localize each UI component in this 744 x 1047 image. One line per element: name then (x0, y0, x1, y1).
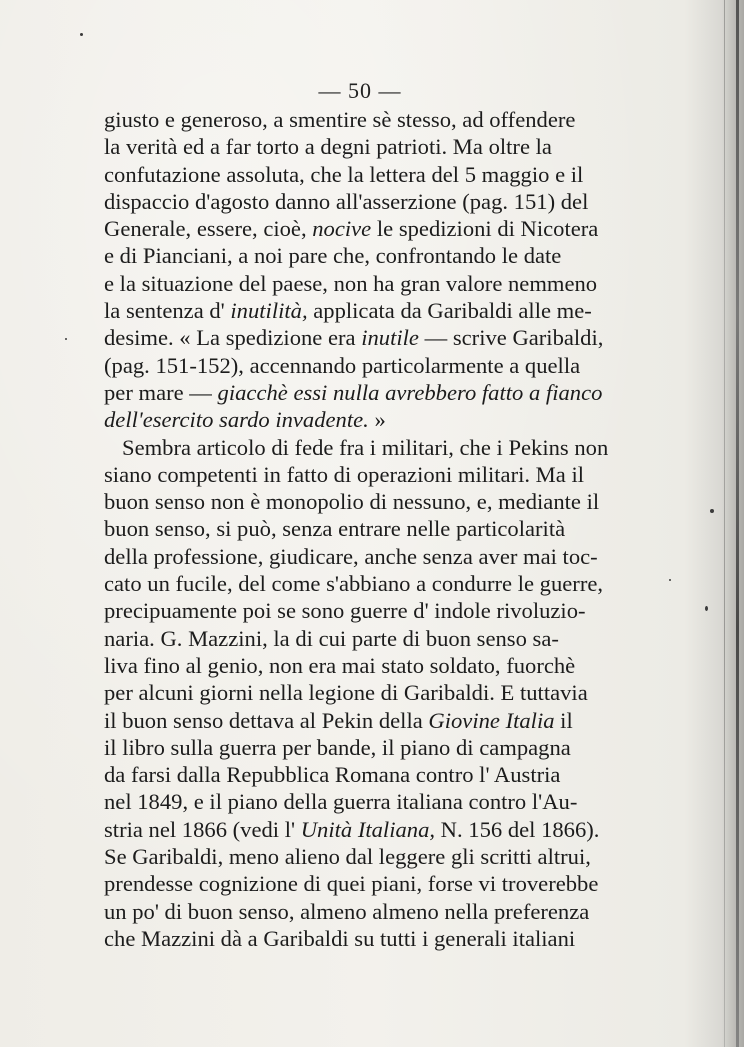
italic-text: inutilità, (230, 298, 308, 324)
text-line (104, 788, 628, 815)
text-line (104, 379, 628, 406)
text-run: della professione, giudicare, anche senza aver mai toc- (104, 543, 598, 569)
text-line (104, 488, 628, 515)
text-run: Sembra articolo di fede fra i militari, che i Pekins non (122, 434, 609, 460)
text-run: » (368, 407, 386, 433)
text-line (104, 270, 628, 297)
text-line (104, 406, 628, 433)
text-run: precipuamente poi se sono guerre d' indole rivoluzio- (104, 598, 586, 624)
text-run: il buon senso dettava al Pekin della (104, 707, 429, 733)
text-run: cato un fucile, del come s'abbiano a condurre le guerre, (104, 571, 604, 597)
text-line (104, 707, 628, 734)
text-run: nel 1849, e il piano della guerra italiana contro l'Au- (104, 789, 578, 815)
text-line (104, 816, 628, 843)
text-line (104, 324, 628, 351)
text-run: le spedizioni di Nicotera (371, 216, 599, 242)
text-run: Generale, essere, cioè, (104, 216, 313, 242)
text-line (104, 461, 628, 488)
text-run: per mare — (104, 379, 218, 405)
text-line (104, 597, 628, 624)
text-line (104, 925, 628, 952)
text-line (104, 297, 628, 324)
text-line (104, 515, 628, 542)
text-line (104, 870, 628, 897)
text-run: la sentenza d' (104, 298, 231, 324)
text-run: (pag. 151-152), accennando particolarmente a quella (104, 352, 581, 378)
text-run: dispaccio d'agosto danno all'asserzione (pag. 151) del (104, 188, 589, 214)
text-run: e la situazione del paese, non ha gran valore nemmeno (104, 270, 598, 296)
page-edge-shadow (724, 0, 725, 1047)
text-run: stria nel 1866 (vedi l' (104, 816, 301, 842)
text-run: il libro sulla guerra per bande, il piano di campagna (104, 734, 571, 760)
text-line (104, 215, 628, 242)
text-run: buon senso non è monopolio di nessuno, e, mediante il (104, 489, 600, 515)
text-line (104, 106, 628, 133)
text-line (104, 188, 628, 215)
text-run: desime. « La spedizione era (104, 325, 362, 351)
text-run: siano competenti in fatto di operazioni militari. Ma il (104, 461, 584, 487)
text-run: confutazione assoluta, che la lettera del 5 maggio e il (104, 161, 584, 187)
text-run: il (554, 707, 573, 733)
italic-text: inutile (361, 325, 419, 351)
text-line (104, 652, 628, 679)
paper-speck (80, 33, 83, 36)
text-run: buon senso, si può, senza entrare nelle particolarità (104, 516, 566, 542)
body-text (104, 106, 628, 952)
page-number: — 50 — (318, 78, 402, 103)
text-line (104, 161, 628, 188)
paper-speck (65, 338, 67, 340)
paper-speck (669, 579, 671, 581)
text-run: la verità ed a far torto a degni patrioti. Ma oltre la (104, 134, 552, 160)
italic-text: nocive (312, 216, 372, 242)
text-line (104, 434, 628, 461)
text-line (104, 761, 628, 788)
italic-text: Giovine Italia (428, 707, 555, 733)
text-line (104, 734, 628, 761)
text-line (104, 543, 628, 570)
text-line (104, 133, 628, 160)
text-line (104, 625, 628, 652)
italic-text: dell'esercito sardo invadente. (104, 407, 369, 433)
text-run: un po' di buon senso, almeno almeno nella preferenza (104, 898, 590, 924)
italic-text: Unità Italiana, (300, 816, 436, 842)
text-line (104, 898, 628, 925)
text-run: applicata da Garibaldi alle me- (307, 298, 592, 324)
text-line (104, 242, 628, 269)
text-run: che Mazzini dà a Garibaldi su tutti i generali italiani (104, 925, 576, 951)
text-run: Se Garibaldi, meno alieno dal leggere gli scritti altrui, (104, 844, 591, 870)
text-run: per alcuni giorni nella legione di Garibaldi. E tuttavia (104, 680, 588, 706)
text-run: N. 156 del 1866). (435, 816, 600, 842)
text-run: naria. G. Mazzini, la di cui parte di buon senso sa- (104, 625, 559, 651)
text-run: prendesse cognizione di quei piani, forse vi troverebbe (104, 871, 599, 897)
text-line (104, 679, 628, 706)
italic-text: giacchè essi nulla avrebbero fatto a fianco (217, 379, 603, 405)
page-binding-edge (736, 0, 739, 1047)
text-run: da farsi dalla Repubblica Romana contro l' Austria (104, 762, 561, 788)
text-line (104, 843, 628, 870)
text-line (104, 570, 628, 597)
text-run: e di Pianciani, a noi pare che, confrontando le date (104, 243, 562, 269)
paper-speck (705, 606, 708, 611)
paper-speck (710, 509, 714, 513)
text-run: — scrive Garibaldi, (418, 325, 604, 351)
text-run: giusto e generoso, a smentire sè stesso, ad offendere (104, 107, 576, 132)
text-line (104, 352, 628, 379)
text-run: liva fino al genio, non era mai stato soldato, fuorchè (104, 652, 576, 678)
